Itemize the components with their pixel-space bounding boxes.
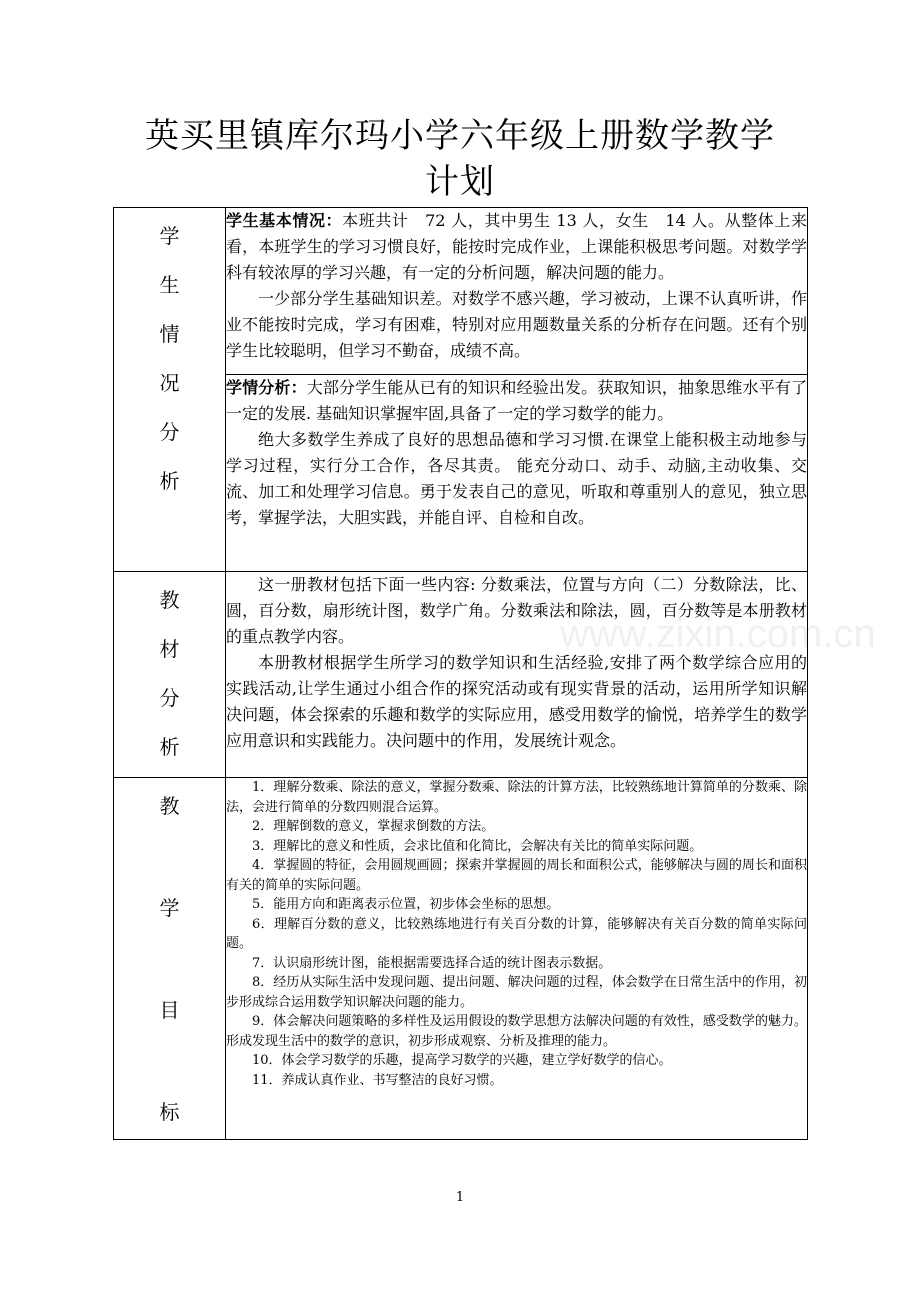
analysis-paragraph-2: 绝大多数学生养成了良好的思想品德和学习习惯.在课堂上能积极主动地参与学习过程，实行分工合作，各尽其责。 能充分动口、动手、动脑,主动收集、交流、加工和处理学习信息。勇于发表自己的意见，听取和尊重别人的意见，独立思考，掌握学法，大胆实践，并能自评、自检和自改。 xyxy=(226,430,807,527)
document-title-line1: 英买里镇库尔玛小学六年级上册数学教学 xyxy=(145,116,775,156)
label-teaching-goals xyxy=(114,778,226,1140)
textbook-paragraph-1: 这一册教材包括下面一些内容: 分数乘法，位置与方向（二）分数除法，比、圆，百分数，扇形统计图，数学广角。分数乘法和除法，圆，百分数等是本册教材的重点教学内容。 xyxy=(226,575,807,646)
student-basic-situation-cell xyxy=(226,208,808,375)
goal-item: 11．养成认真作业、书写整洁的良好习惯。 xyxy=(252,1072,503,1088)
label-char: 教 xyxy=(159,794,180,818)
goal-item: 1．理解分数乘、除法的意义，掌握分数乘、除法的计算方法，比较熟练地计算简单的分数乘、除法，会进行简单的分数四则混合运算。 xyxy=(226,780,807,815)
goal-item: 4．掌握圆的特征，会用圆规画圆；探索并掌握圆的周长和面积公式，能够解决与圆的周长和面积有关的简单的实际问题。 xyxy=(226,858,807,893)
label-student-situation xyxy=(114,208,226,572)
goal-item: 2．理解倒数的意义，掌握求倒数的方法。 xyxy=(252,819,495,834)
plan-table xyxy=(113,207,808,1140)
textbook-paragraph-2: 本册教材根据学生所学习的数学知识和生活经验,安排了两个数学综合应用的实践活动,让学生通过小组合作的探究活动或有现实背景的活动，运用所学知识解决问题，体会探索的乐趣和数学的实际应用，感受用数学的愉悦，培养学生的数学应用意识和实践能力。决问题中的作用，发展统计观念。 xyxy=(226,653,807,750)
label-char: 标 xyxy=(159,1100,180,1124)
label-char: 况 xyxy=(159,371,180,395)
label-char: 分 xyxy=(159,420,180,444)
goal-item: 9．体会解决问题策略的多样性及运用假设的数学思想方法解决问题的有效性，感受数学的魅力。形成发现生活中的数学的意识，初步形成观察、分析及推理的能力。 xyxy=(226,1014,807,1049)
label-char: 材 xyxy=(159,637,180,661)
label-char: 学 xyxy=(159,896,180,920)
label-char: 情 xyxy=(159,322,180,346)
learning-analysis-cell xyxy=(226,375,808,572)
label-char: 教 xyxy=(159,588,180,612)
goal-item: 3．理解比的意义和性质，会求比值和化简比，会解决有关比的简单实际问题。 xyxy=(252,838,703,854)
textbook-analysis-cell xyxy=(226,572,808,778)
label-char: 析 xyxy=(159,469,180,493)
label-char: 分 xyxy=(159,686,180,710)
watermark: www.zixin.com.cn xyxy=(560,612,876,656)
label-textbook-analysis xyxy=(114,572,226,778)
goal-item: 10．体会学习数学的乐趣，提高学习数学的兴趣，建立学好数学的信心。 xyxy=(252,1053,672,1068)
teaching-goals-cell xyxy=(226,778,808,1140)
goal-item: 5．能用方向和距离表示位置，初步体会坐标的思想。 xyxy=(252,897,560,912)
label-char: 目 xyxy=(159,998,180,1022)
basic-paragraph-2: 一少部分学生基础知识差。对数学不感兴趣，学习被动，上课不认真听讲，作业不能按时完成，学习有困难，特别对应用题数量关系的分析存在问题。还有个别学生比较聪明，但学习不勤奋，成绩不高。 xyxy=(226,289,807,360)
goal-item: 8．经历从实际生活中发现问题、提出问题、解决问题的过程，体会数学在日常生活中的作用，初步形成综合运用数学知识解决问题的能力。 xyxy=(226,975,807,1010)
basic-heading: 学生基本情况： xyxy=(226,211,343,230)
page-number: 1 xyxy=(455,1190,465,1205)
analysis-heading: 学情分析： xyxy=(226,378,307,397)
analysis-paragraph-1: 大部分学生能从已有的知识和经验出发。获取知识，抽象思维水平有了一定的发展. 基础知识掌握牢固,具备了一定的学习数学的能力。 xyxy=(226,378,807,423)
label-char: 析 xyxy=(159,735,180,759)
document-title-line2: 计划 xyxy=(425,162,495,202)
goal-item: 6．理解百分数的意义，比较熟练地进行有关百分数的计算，能够解决有关百分数的简单实际问题。 xyxy=(226,916,807,951)
label-char: 生 xyxy=(159,273,180,297)
basic-paragraph-1: 本班共计 72 人，其中男生 13 人，女生 14 人。从整体上来看，本班学生的学习习惯良好，能按时完成作业，上课能积极思考问题。对数学学科有较浓厚的学习兴趣，有一定的分析问题，解决问题的能力。 xyxy=(226,211,807,282)
goal-item: 7．认识扇形统计图，能根据需要选择合适的统计图表示数据。 xyxy=(252,955,612,971)
label-char: 学 xyxy=(159,224,180,248)
